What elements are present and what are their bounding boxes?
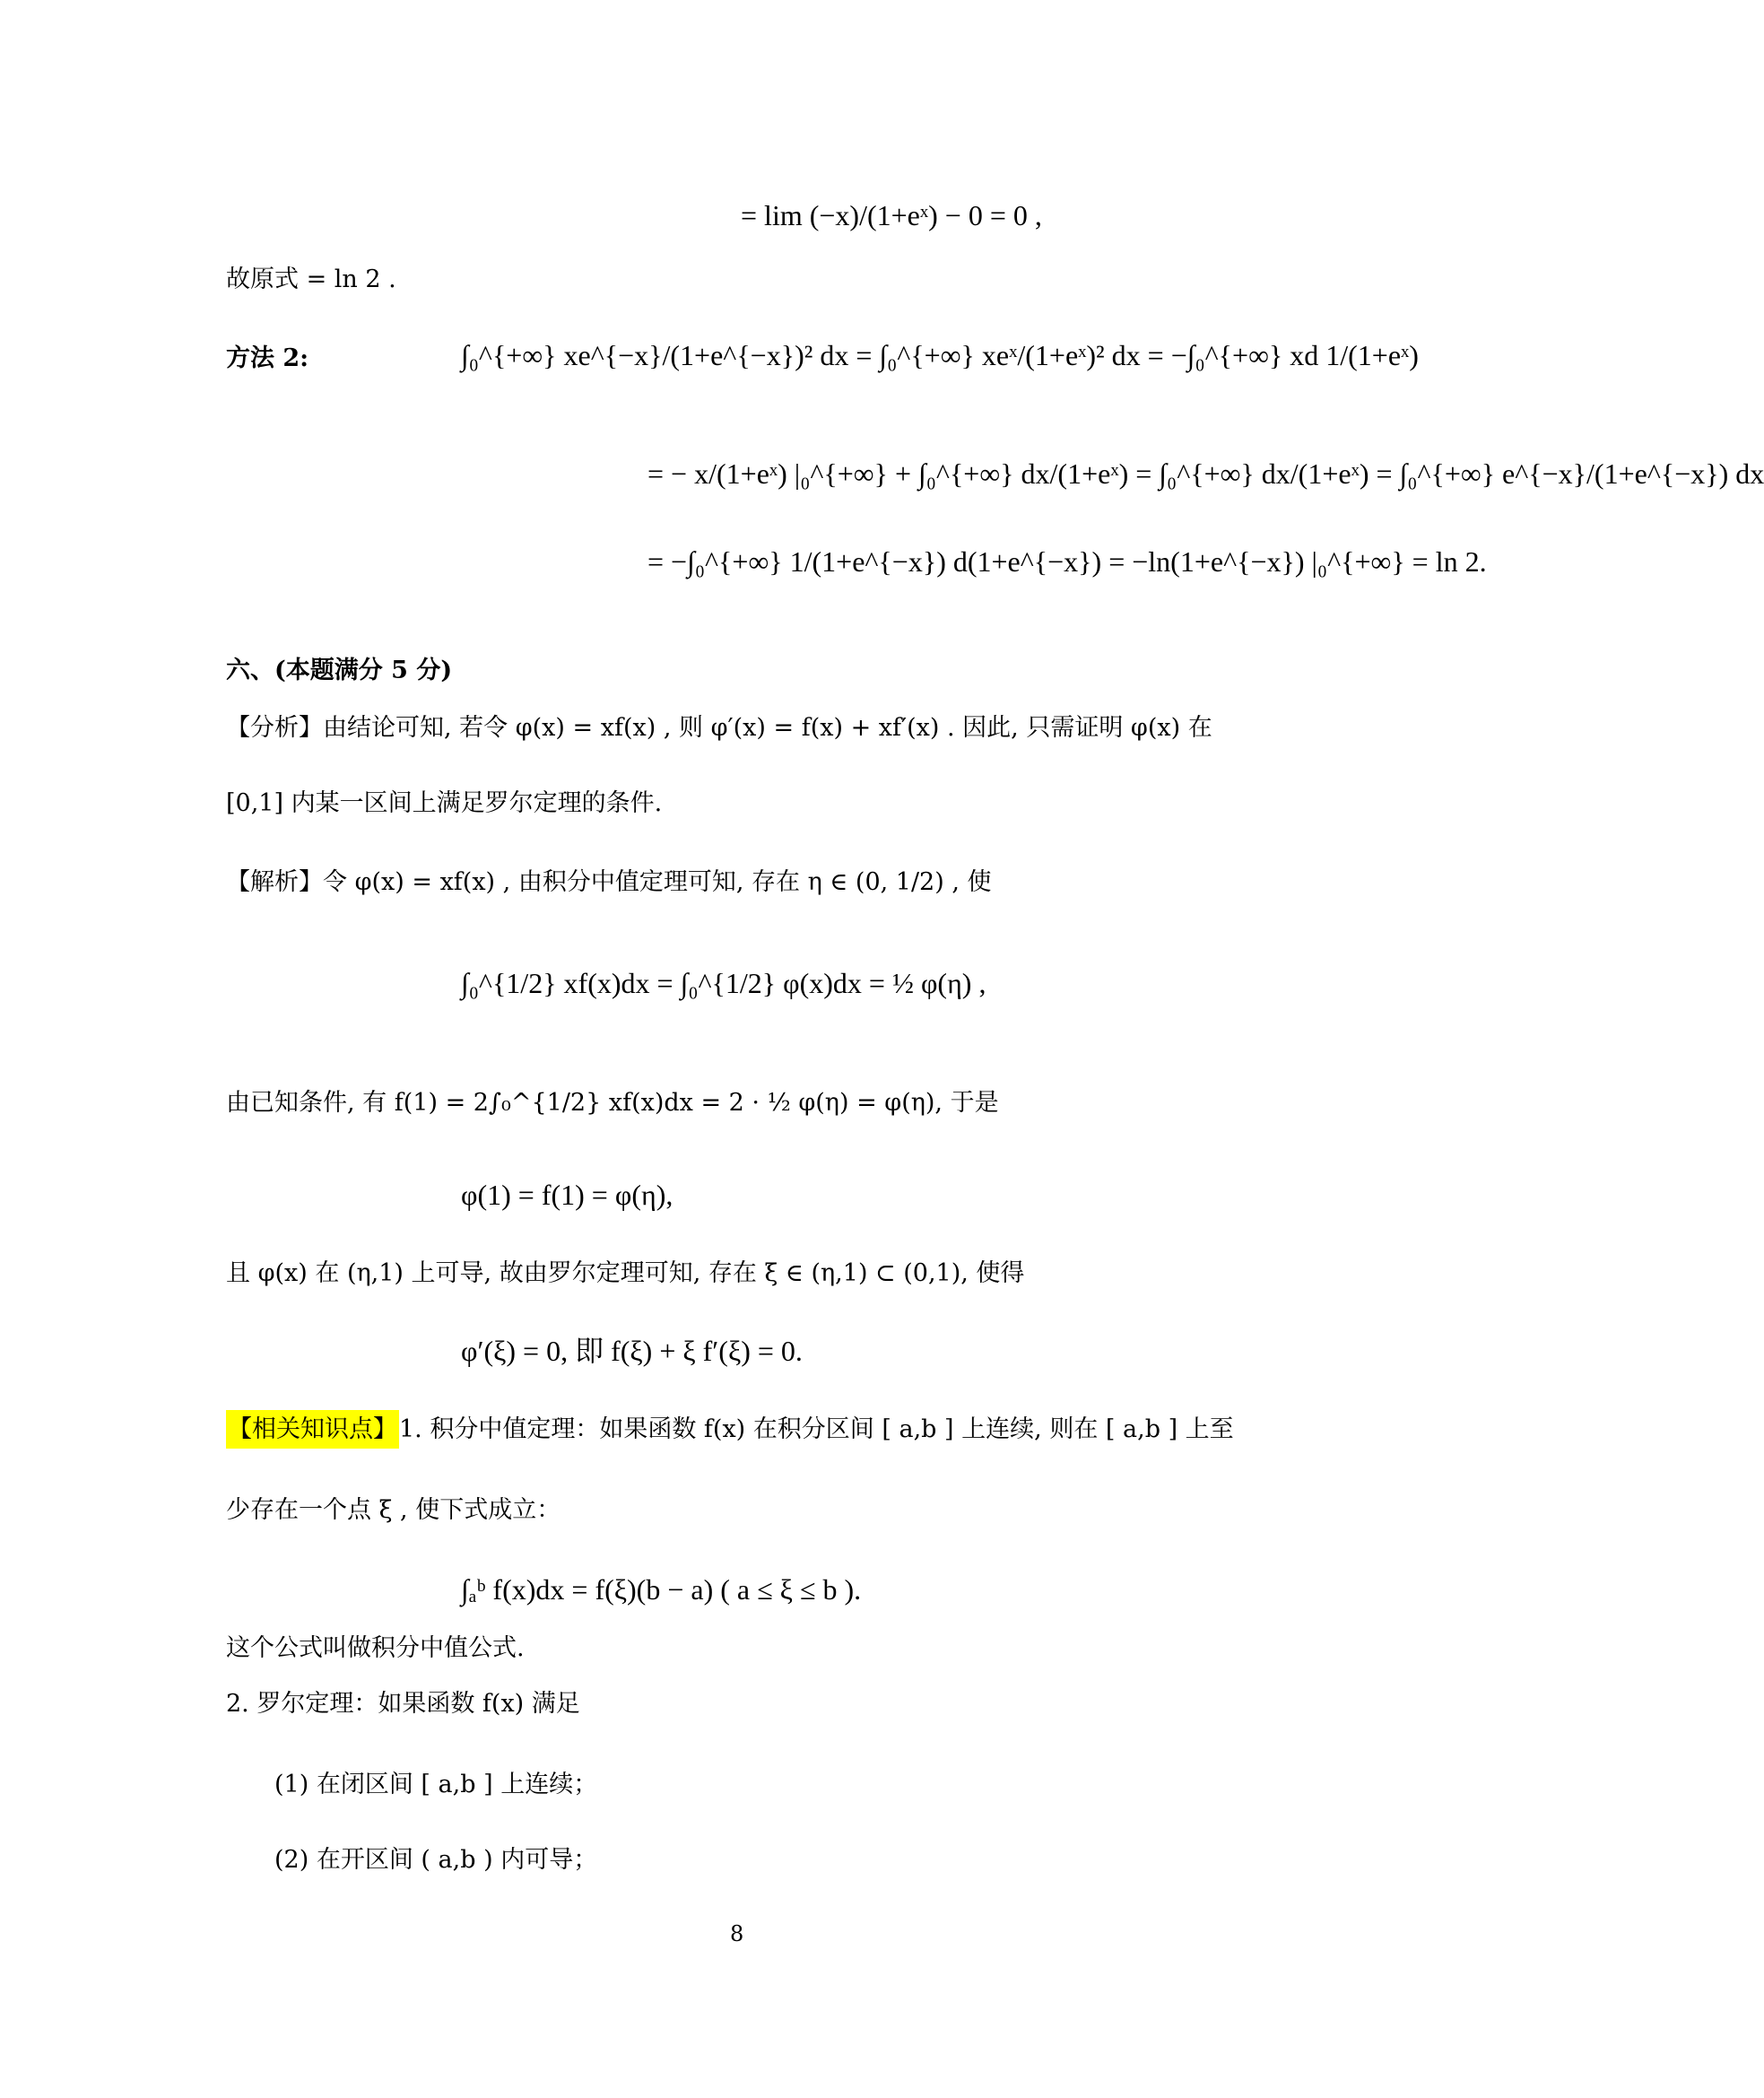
section6-heading-text: 六、(本题满分 5 分) bbox=[226, 657, 453, 684]
knowledge-item2-condition-2-text: (2) 在开区间 ( a,b ) 内可导； bbox=[274, 1846, 598, 1874]
knowledge-item1-text-1: 1. 积分中值定理：如果函数 f(x) 在积分区间 [ a,b ] 上连续, 则在 [ a,b ] 上至 bbox=[399, 1415, 1234, 1443]
solution-text-1: 令 φ(x) = xf(x) , 由积分中值定理可知, 存在 η ∈ (0, 1/2) , 使 bbox=[323, 868, 992, 896]
solution-paragraph-2 bbox=[226, 1085, 999, 1121]
analysis-tag: 【分析】 bbox=[226, 714, 323, 742]
equation-1-text: ∫₀^{1/2} xf(x)dx = ∫₀^{1/2} φ(x)dx = ½ φ(η) , bbox=[461, 967, 986, 999]
method2-label bbox=[226, 341, 308, 377]
knowledge-item2-condition-2 bbox=[274, 1842, 597, 1878]
equation-2-text: φ(1) = f(1) = φ(η), bbox=[461, 1179, 673, 1211]
equation-1 bbox=[461, 965, 986, 1001]
equation-4 bbox=[461, 1571, 861, 1607]
method2-label-text: 方法 2: bbox=[226, 344, 309, 372]
knowledge-item2-condition-1 bbox=[274, 1767, 597, 1803]
analysis-paragraph-1 bbox=[226, 710, 1212, 746]
solution-text-3: 且 φ(x) 在 (η,1) 上可导, 故由罗尔定理可知, 存在 ξ ∈ (η,1) ⊂ (0,1), 使得 bbox=[226, 1259, 1025, 1287]
analysis-text-1: 由结论可知, 若令 φ(x) = xf(x) , 则 φ′(x) = f(x) + xf′(x) . 因此, 只需证明 φ(x) 在 bbox=[323, 714, 1212, 742]
knowledge-item2 bbox=[226, 1686, 580, 1722]
solution-tag: 【解析】 bbox=[226, 868, 323, 896]
method2-line3 bbox=[647, 544, 1487, 579]
page-number: 8 bbox=[730, 1921, 744, 1946]
conclusion-line bbox=[226, 262, 396, 298]
method2-line2-text: = − x/(1+eˣ) |₀^{+∞} + ∫₀^{+∞} dx/(1+eˣ) = ∫₀^{+∞} dx/(1+eˣ) = ∫₀^{+∞} e^{−x}/(1+e^{−x}) dx bbox=[647, 457, 1764, 490]
equation-3 bbox=[461, 1333, 803, 1369]
equation-3-text: φ′(ξ) = 0, 即 f(ξ) + ξ f′(ξ) = 0. bbox=[461, 1335, 803, 1367]
limit-equation bbox=[741, 197, 1042, 233]
analysis-text-2: [0,1] 内某一区间上满足罗尔定理的条件. bbox=[226, 789, 663, 817]
solution-paragraph-1 bbox=[226, 865, 992, 901]
knowledge-paragraph-2 bbox=[226, 1493, 560, 1528]
knowledge-paragraph-1 bbox=[226, 1412, 1234, 1448]
method2-line1 bbox=[461, 337, 1419, 373]
conclusion-text: 故原式 = ln 2 . bbox=[226, 266, 396, 293]
knowledge-item1-text-2: 少存在一个点 ξ , 使下式成立： bbox=[226, 1496, 561, 1524]
solution-text-2: 由已知条件, 有 f(1) = 2∫₀^{1/2} xf(x)dx = 2 · ½ φ(η) = φ(η), 于是 bbox=[226, 1089, 999, 1117]
knowledge-tag: 【相关知识点】 bbox=[226, 1410, 399, 1449]
knowledge-item2-text-1: 2. 罗尔定理：如果函数 f(x) 满足 bbox=[226, 1690, 580, 1718]
method2-line3-text: = −∫₀^{+∞} 1/(1+e^{−x}) d(1+e^{−x}) = −ln(1+e^{−x}) |₀^{+∞} = ln 2. bbox=[647, 545, 1487, 578]
analysis-paragraph-2 bbox=[226, 786, 662, 822]
knowledge-item1-text-3: 这个公式叫做积分中值公式. bbox=[226, 1634, 525, 1662]
solution-paragraph-3 bbox=[226, 1256, 1024, 1292]
knowledge-item2-condition-1-text: (1) 在闭区间 [ a,b ] 上连续； bbox=[274, 1771, 598, 1798]
method2-line2 bbox=[647, 456, 1764, 492]
equation-4-text: ∫ₐᵇ f(x)dx = f(ξ)(b − a) ( a ≤ ξ ≤ b ). bbox=[461, 1573, 862, 1606]
section6-heading bbox=[226, 653, 452, 689]
knowledge-paragraph-3 bbox=[226, 1631, 525, 1667]
equation-2 bbox=[461, 1177, 673, 1213]
limit-equation-text: = lim (−x)/(1+eˣ) − 0 = 0 , bbox=[741, 199, 1042, 231]
method2-line1-text: ∫₀^{+∞} xe^{−x}/(1+e^{−x})² dx = ∫₀^{+∞} xeˣ/(1+eˣ)² dx = −∫₀^{+∞} xd 1/(1+eˣ) bbox=[461, 339, 1419, 371]
